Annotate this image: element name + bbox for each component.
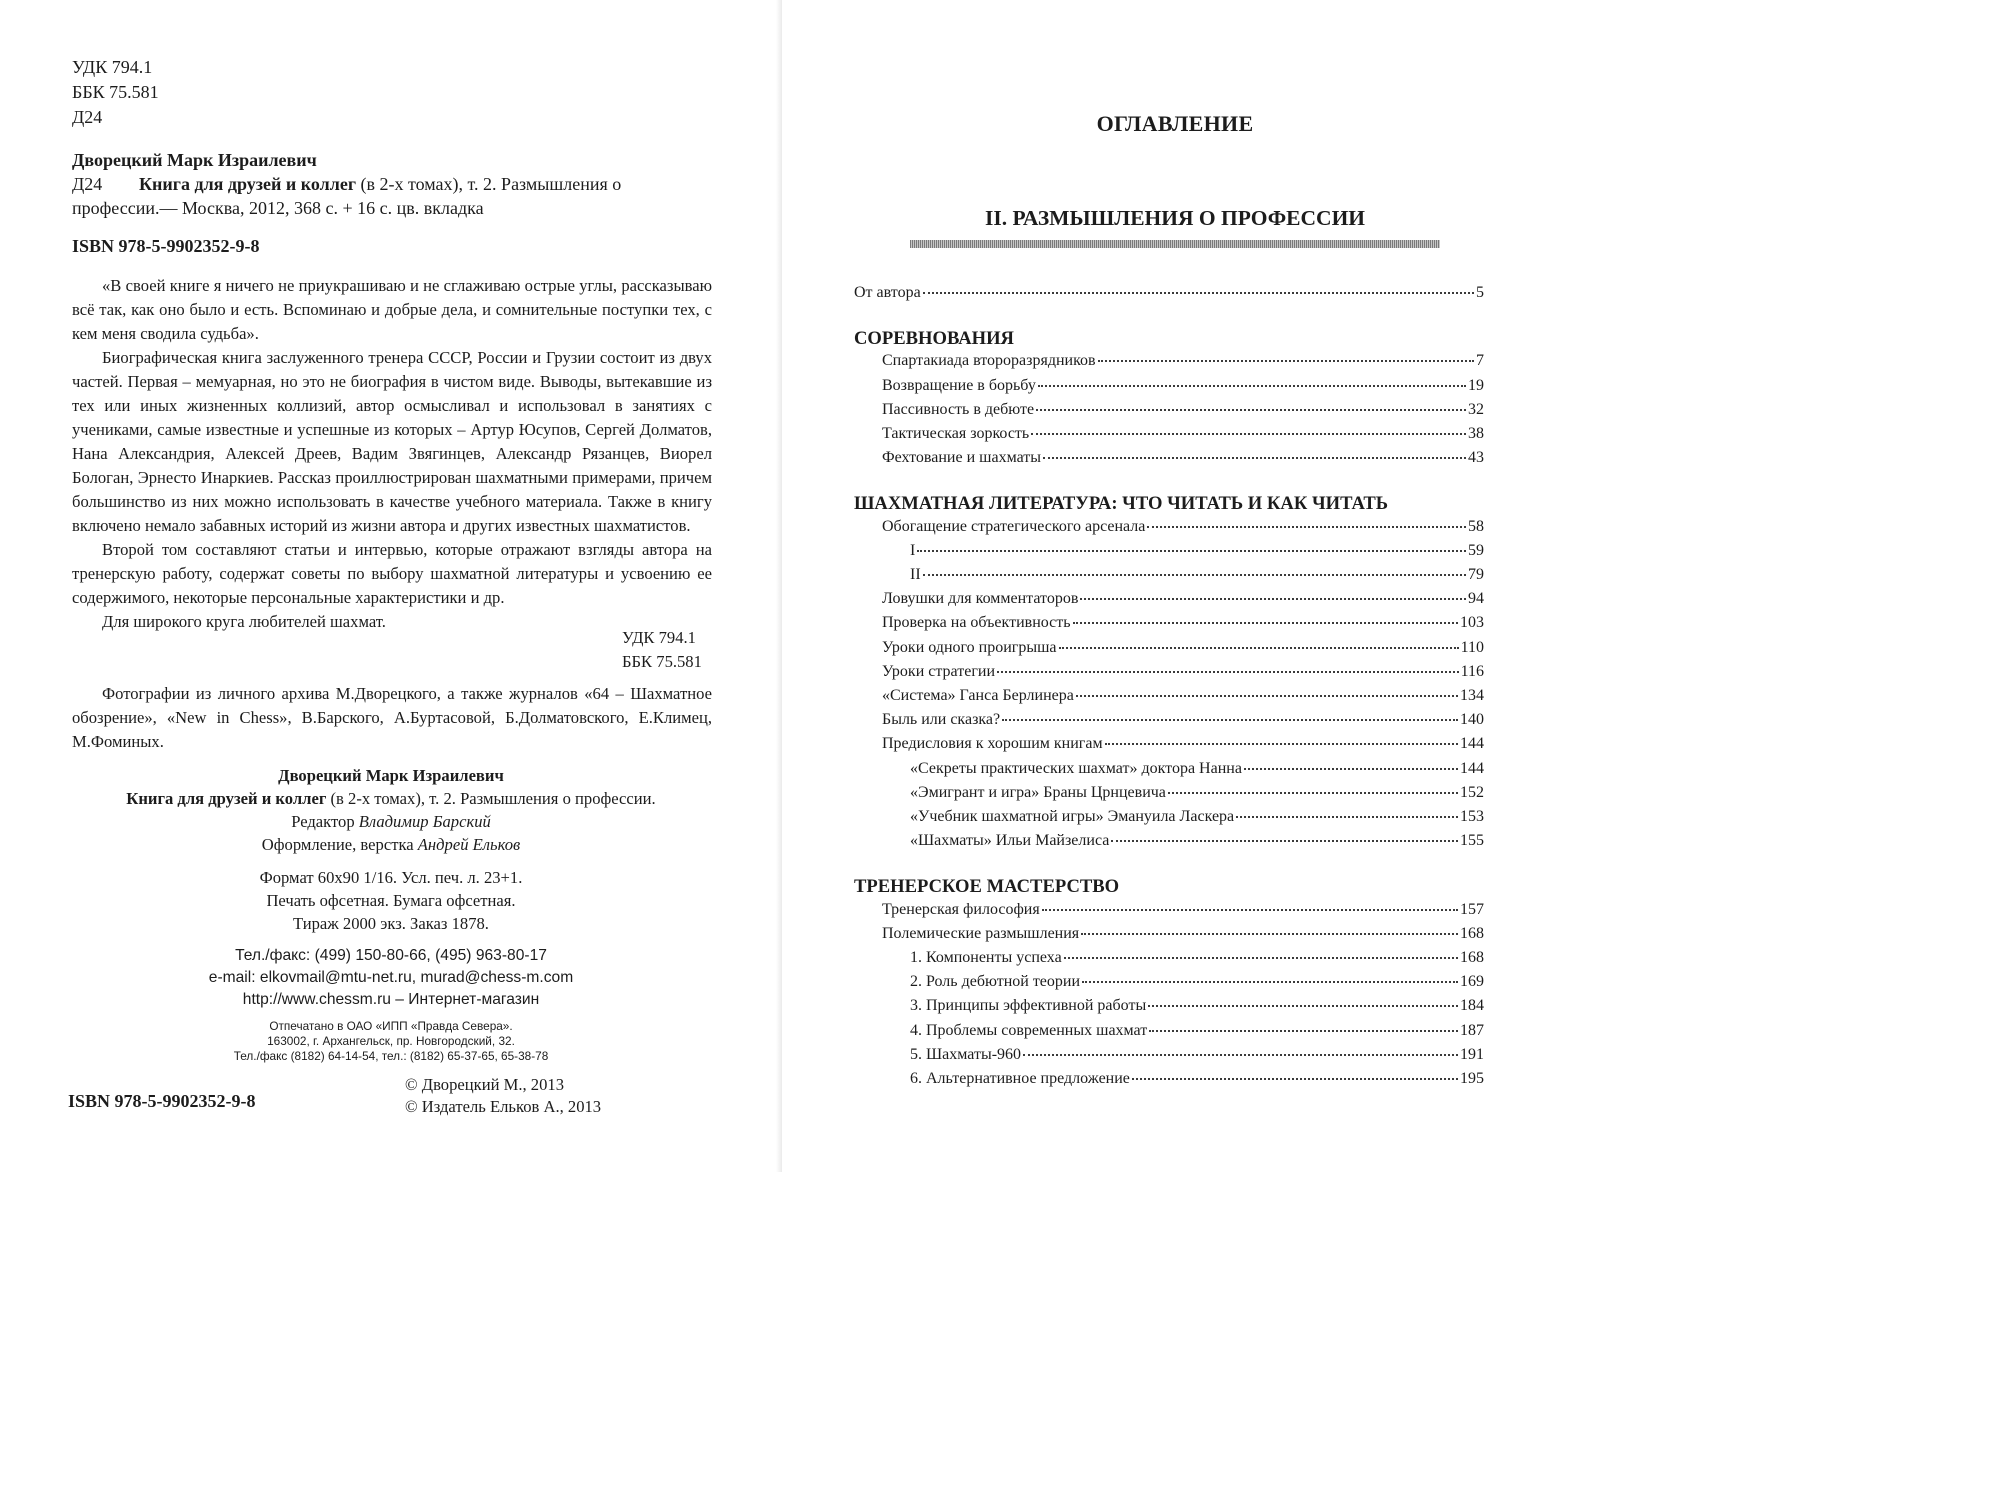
annotation-codes (510, 626, 710, 674)
toc-leader-dots (1147, 525, 1466, 528)
toc-title: ОГЛАВЛЕНИЕ (1096, 111, 1254, 136)
copyright-publisher: © Издатель Ельков А., 2013 (405, 1097, 602, 1116)
toc-entry-page: 168 (1460, 949, 1484, 966)
toc-entry-intro[interactable] (854, 284, 1484, 308)
toc-leader-dots (1244, 767, 1458, 770)
toc-leader-dots (1082, 980, 1458, 983)
toc-entry-label: Уроки одного проигрыша (882, 638, 1057, 656)
toc-leader-dots (1036, 408, 1466, 411)
imprint-author-name: Дворецкий Марк Израилевич (278, 766, 504, 785)
right-page (782, 0, 1568, 1172)
toc-entry-label: «Система» Ганса Берлинера (882, 687, 1074, 704)
copyright (405, 1074, 601, 1118)
toc-entry[interactable] (854, 1046, 1484, 1070)
imprint-title-bold: Книга для друзей и коллег (126, 789, 327, 808)
toc-section-heading[interactable]: СОРЕВНОВАНИЯ (854, 328, 1014, 350)
printer-address: 163002, г. Архангельск, пр. Новгородский, 32. (267, 1034, 515, 1048)
toc-leader-dots (923, 291, 1474, 294)
imprint-web: http://www.chessm.ru – Интернет-магазин (242, 991, 540, 1008)
toc-leader-dots (997, 670, 1459, 673)
toc-leader-dots (1002, 718, 1458, 721)
toc-entry-page: 134 (1460, 687, 1484, 704)
annotation-paragraph: Второй том составляют статьи и интервью, которые отражают взгляды автора на тренерскую работу, содержат советы по выбору шахматной литературы и усвоению ее содержимого, некоторые персональные характеристики и др. (72, 540, 712, 607)
toc-entry-page: 116 (1460, 662, 1484, 680)
catalog-entry-code: Д24 (72, 174, 103, 194)
toc-entry-label: Быль или сказка? (882, 711, 1001, 729)
toc-entry[interactable] (854, 925, 1484, 949)
imprint-editor (0, 810, 782, 833)
toc-entry-page: 153 (1460, 808, 1484, 825)
catalog-author: Дворецкий Марк Израилевич (72, 150, 317, 170)
toc-entry-page: 79 (1468, 566, 1484, 583)
toc-leader-dots (1168, 791, 1458, 794)
toc-entry[interactable] (854, 401, 1484, 425)
imprint-title (0, 787, 782, 810)
toc-entry[interactable] (854, 614, 1484, 638)
toc-entry-label: От автора (854, 284, 921, 301)
imprint (0, 764, 782, 1064)
toc-entry-page: 103 (1460, 614, 1484, 632)
toc-entry-label: Полемические размышления (882, 924, 1080, 942)
toc-entry-label: Проверка на объективность (882, 614, 1071, 632)
part-title-rule (910, 240, 1440, 248)
annotation (72, 274, 712, 634)
toc-entry-label: 2. Роль дебютной теории (910, 973, 1081, 991)
author-mark: Д24 (72, 107, 103, 127)
photo-credit-text: Фотографии из личного архива М.Дворецкого, а также журналов «64 – Шахматное обозрение», «New in Chess», В.Барского, А.Буртасовой, Б.Долматовского, Е.Климец, М.Фоминых. (72, 684, 712, 751)
toc-entry-page: 38 (1468, 425, 1484, 442)
udk-code: УДК 794.1 (72, 57, 153, 77)
toc-entry[interactable] (854, 449, 1484, 473)
part-title: II. РАЗМЫШЛЕНИЯ О ПРОФЕССИИ (984, 206, 1366, 230)
toc-leader-dots (1031, 432, 1466, 435)
toc-entry[interactable] (854, 1070, 1484, 1094)
toc-entry[interactable] (854, 973, 1484, 997)
toc-leader-dots (1111, 839, 1458, 842)
toc-entry[interactable] (854, 760, 1484, 784)
toc-entry[interactable] (854, 949, 1484, 973)
bbk-code: ББК 75.581 (622, 652, 702, 671)
toc-leader-dots (1098, 359, 1474, 362)
annotation-paragraph: Для широкого круга любителей шахмат. (102, 612, 386, 631)
printer-phone: Тел./факс (8182) 64-14-54, тел.: (8182) 65-37-65, 65-38-78 (233, 1049, 549, 1063)
toc-entry[interactable] (854, 687, 1484, 711)
printer-line: Отпечатано в ОАО «ИПП «Правда Севера». (269, 1019, 513, 1033)
toc-entry-label: «Учебник шахматной игры» Эмануила Ласкера (910, 808, 1235, 825)
toc-entry-page: 7 (1476, 352, 1484, 370)
toc-leader-dots (923, 573, 1466, 576)
catalog-entry-title: Книга для друзей и коллег (139, 174, 357, 194)
toc-entry-label: Предисловия к хорошим книгам (882, 735, 1103, 753)
toc-entry[interactable] (854, 997, 1484, 1021)
annotation-paragraph: Биографическая книга заслуженного тренера СССР, России и Грузии состоит из двух частей. Первая – мемуарная, но это не биография в чистом виде. Выводы, вытекавшие из тех или иных жизненных коллизий, автор осмысливал и использовал в занятиях с учениками, самые известные и успешные из которых – Артур Юсупов, Сергей Долматов, Нана Александрия, Алексей Дреев, Вадим Звягинцев, Александр Рязанцев, Виорел Бологан, Эрнесто Инаркиев. Рассказ проиллюстрирован шахматными примерами, причем большинство из них можно использовать в качестве учебного материала. Также в книгу включено немало забавных историй из жизни автора и других известных шахматистов. (72, 348, 712, 535)
toc-entry-page: 152 (1460, 783, 1484, 801)
toc-leader-dots (1059, 646, 1459, 649)
copyright-author: © Дворецкий М., 2013 (405, 1075, 564, 1094)
toc-entry-page: 157 (1460, 900, 1484, 918)
toc-entry-label: Тактическая зоркость (882, 425, 1030, 442)
toc-leader-dots (917, 549, 1466, 552)
left-page (0, 0, 782, 1172)
toc-entry[interactable] (854, 566, 1484, 590)
toc-entry-page: 187 (1460, 1021, 1484, 1039)
toc-leader-dots (1023, 1053, 1458, 1056)
imprint-format: Формат 60x90 1/16. Усл. печ. л. 23+1. (259, 868, 523, 887)
toc-entry-label: 3. Принципы эффективной работы (910, 997, 1147, 1015)
toc-entry-label: Возвращение в борьбу (882, 376, 1036, 394)
toc-entry-page: 144 (1460, 735, 1484, 753)
toc-leader-dots (1132, 1077, 1458, 1080)
toc-entry-page: 184 (1460, 997, 1484, 1015)
toc-entry[interactable] (854, 711, 1484, 735)
toc-leader-dots (1236, 815, 1458, 818)
toc-entry-label: «Эмигрант и игра» Браны Црнцевича (910, 783, 1166, 801)
imprint-editor-name: Владимир Барский (358, 812, 491, 831)
toc-entry-label: II (910, 566, 921, 583)
toc-entry-label: 1. Компоненты успеха (910, 949, 1062, 966)
toc-entry-label: Обогащение стратегического арсенала (882, 517, 1146, 535)
catalog-entry-line1 (72, 174, 621, 195)
imprint-email: e-mail: elkovmail@mtu-net.ru, murad@chess-m.com (208, 969, 574, 986)
toc-entry[interactable] (854, 590, 1484, 614)
toc-entry[interactable] (854, 542, 1484, 566)
toc-entry-label: Уроки стратегии (882, 662, 996, 680)
toc-entry-page: 5 (1476, 284, 1484, 301)
imprint-design-name: Андрей Ельков (417, 835, 521, 854)
toc-entry[interactable] (854, 808, 1484, 832)
toc-entry-label: 4. Проблемы современных шахмат (910, 1021, 1148, 1039)
toc-entry[interactable] (854, 352, 1484, 376)
imprint-run: Тираж 2000 экз. Заказ 1878. (293, 914, 489, 933)
toc-leader-dots (1076, 694, 1458, 697)
catalog-entry-line2: профессии.— Москва, 2012, 368 с. + 16 с. цв. вкладка (72, 198, 484, 218)
toc-leader-dots (1073, 621, 1458, 624)
bottom-isbn: ISBN 978-5-9902352-9-8 (68, 1091, 256, 1111)
toc-entry-label: 6. Альтернативное предложение (910, 1070, 1130, 1087)
bbk-code: ББК 75.581 (72, 82, 159, 102)
toc-entry-page: 144 (1460, 759, 1484, 777)
toc-entry-label: Спартакиада второразрядников (882, 352, 1096, 370)
toc-leader-dots (1149, 1029, 1458, 1032)
toc-entry[interactable] (854, 377, 1484, 401)
catalog-entry-rest: (в 2-х томах), т. 2. Размышления о (356, 174, 622, 194)
toc-entry[interactable] (854, 639, 1484, 663)
toc-entry-label: Фехтование и шахматы (882, 449, 1042, 467)
toc-entry-label: Тренерская философия (882, 900, 1040, 918)
toc-leader-dots (1081, 932, 1458, 935)
toc-entry-page: 19 (1468, 376, 1484, 394)
toc-entry-page: 140 (1460, 711, 1484, 729)
toc-entry-label: «Секреты практических шахмат» доктора Нанна (910, 759, 1242, 777)
toc-entry-page: 195 (1460, 1070, 1484, 1087)
toc-entry-page: 110 (1460, 638, 1484, 656)
toc-entry-page: 169 (1460, 973, 1484, 991)
toc-entry[interactable] (854, 663, 1484, 687)
toc-section-heading[interactable]: ШАХМАТНАЯ ЛИТЕРАТУРА: ЧТО ЧИТАТЬ И КАК ЧИТАТЬ (854, 493, 1389, 515)
toc-leader-dots (1064, 956, 1458, 959)
photo-credit (72, 682, 712, 754)
toc-entry-page: 155 (1460, 832, 1484, 850)
toc-entry-page: 191 (1460, 1045, 1484, 1063)
toc-entry[interactable] (854, 735, 1484, 759)
toc-leader-dots (1148, 1004, 1458, 1007)
toc-entry-label: Пассивность в дебюте (882, 400, 1035, 418)
imprint-title-rest: (в 2-х томах), т. 2. Размышления о профессии. (326, 789, 656, 808)
annotation-paragraph: «В своей книге я ничего не приукрашиваю и не сглаживаю острые углы, рассказываю всё так, как оно было и есть. Вспоминаю и добрые дела, и сомнительные поступки тех, с кем меня сводила судьба». (72, 276, 712, 343)
toc-leader-dots (1080, 597, 1466, 600)
classification-codes (72, 55, 159, 130)
imprint-editor-label: Редактор (291, 812, 359, 831)
imprint-print: Печать офсетная. Бумага офсетная. (266, 891, 516, 910)
toc-leader-dots (1042, 908, 1458, 911)
imprint-phone: Тел./факс: (499) 150-80-66, (495) 963-80-17 (235, 947, 547, 964)
toc-entry[interactable] (854, 425, 1484, 449)
toc-entry[interactable] (854, 518, 1484, 542)
toc-entry-page: 32 (1468, 400, 1484, 418)
toc-leader-dots (1105, 742, 1458, 745)
toc-leader-dots (1043, 456, 1466, 459)
toc-entry-label: «Шахматы» Ильи Майзелиса (910, 832, 1110, 850)
toc-entry-page: 43 (1468, 449, 1484, 467)
imprint-author (0, 764, 782, 787)
toc-entry[interactable] (854, 1022, 1484, 1046)
toc-entry-page: 59 (1468, 541, 1484, 559)
toc-entry[interactable] (854, 784, 1484, 808)
udk-code: УДК 794.1 (622, 628, 696, 647)
toc-entry-page: 168 (1460, 924, 1484, 942)
toc-entry-label: Ловушки для комментаторов (882, 590, 1079, 608)
toc-entry-page: 58 (1468, 517, 1484, 535)
toc-leader-dots (1038, 384, 1466, 387)
catalog-isbn: ISBN 978-5-9902352-9-8 (72, 236, 260, 256)
toc-entry-label: 5. Шахматы-960 (910, 1045, 1022, 1063)
toc-entry-page: 94 (1468, 590, 1484, 608)
imprint-design (0, 833, 782, 856)
imprint-design-label: Оформление, верстка (261, 835, 418, 854)
toc-section-heading[interactable]: ТРЕНЕРСКОЕ МАСТЕРСТВО (854, 876, 1120, 898)
toc-entry[interactable] (854, 901, 1484, 925)
toc-entry[interactable] (854, 832, 1484, 856)
toc-entry-label: I (910, 541, 916, 559)
